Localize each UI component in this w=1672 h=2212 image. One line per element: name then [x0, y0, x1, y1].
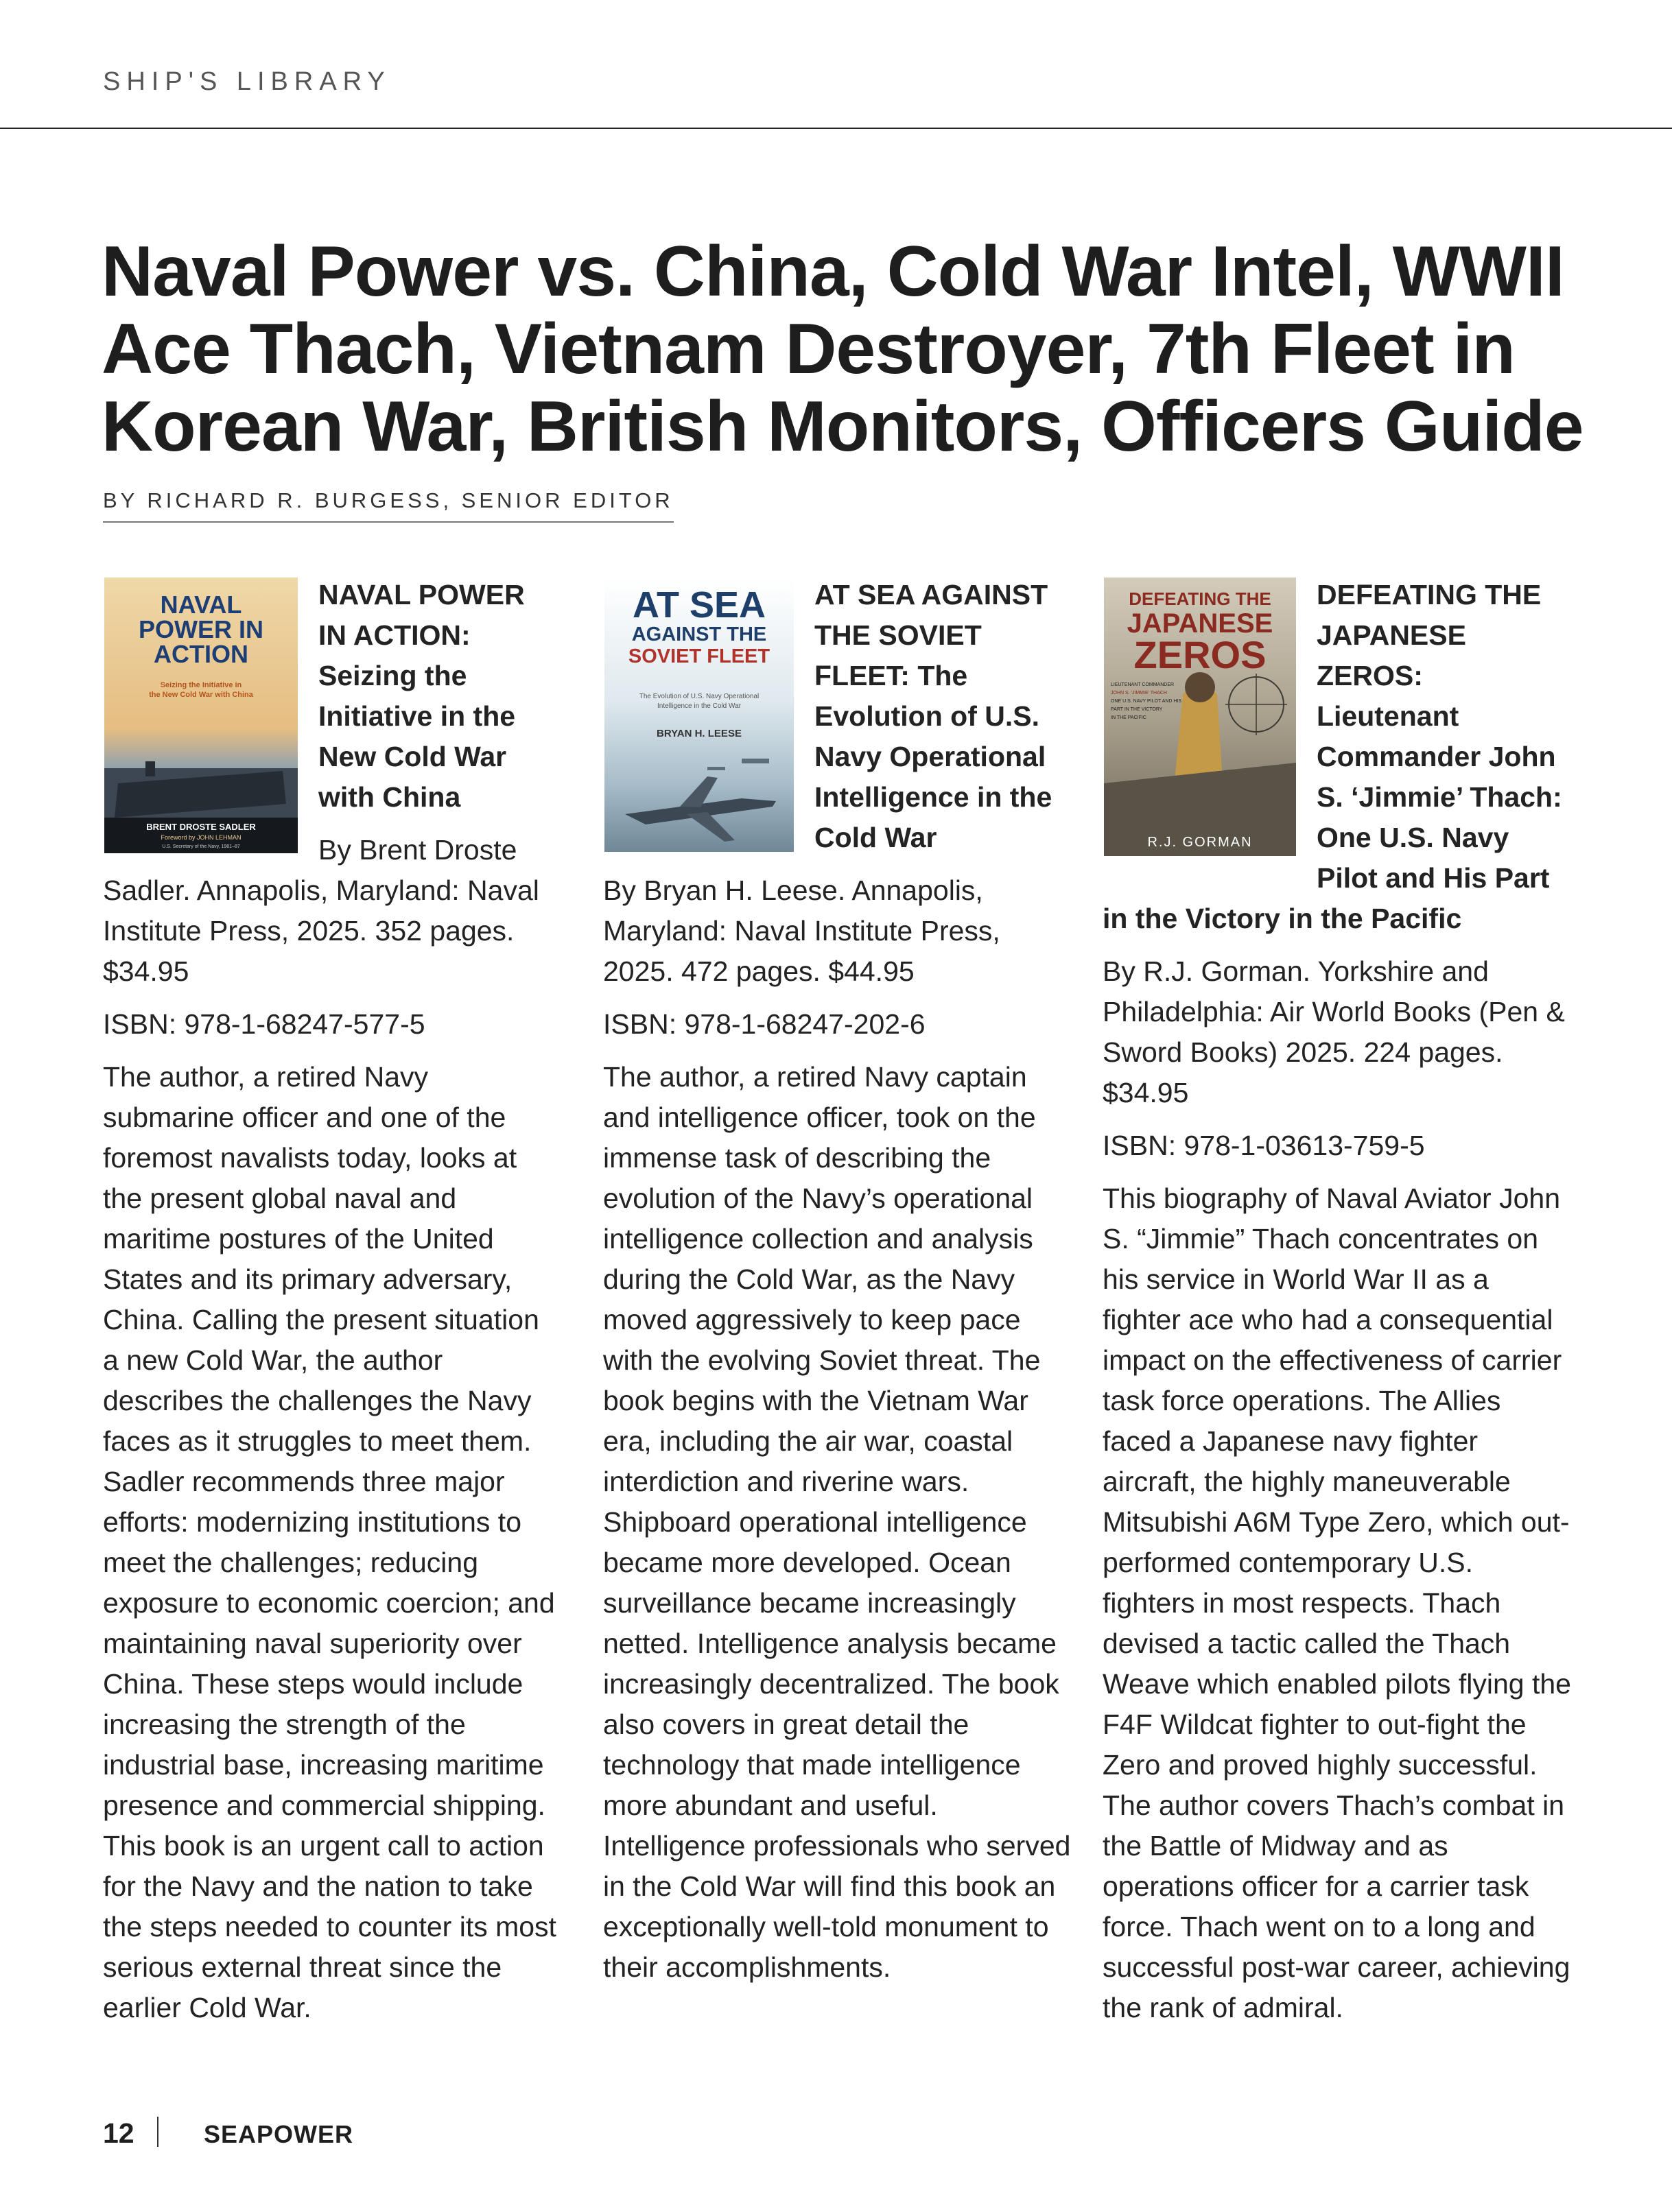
cover-foreword-title: U.S. Secretary of the Navy, 1981–87 [162, 844, 240, 849]
magazine-name: SEAPOWER [204, 2120, 354, 2148]
cover-title-line-3: ACTION [154, 640, 248, 668]
review-body: The author, a retired Navy submarine officer and one of the foremost navalists today, looks at the present global naval and maritime postures of the United States and its primary adversary, China. Calling the present situation a new Cold War, the author describes the challenges the Navy faces as it struggles to meet them. Sadler recommends three major efforts: modernizing institutions to meet the challenges; reducing exposure to economic coercion; and maintaining naval superiority over China. These steps would include increasing the strength of the industrial base, increasing maritime presence and commercial shipping. This book is an urgent call to action for the Navy and the nation to take the steps needed to counter its most serious external threat since the earlier Cold War. [103, 1061, 556, 2023]
publication-info: By R.J. Gorman. Yorkshire and Philadelphia: Air World Books (Pen & Sword Books) 2025. 224 pages. $34.95 [1103, 955, 1565, 1108]
book-cover-at-sea [604, 578, 794, 852]
cover-title-line-1: NAVAL [160, 591, 242, 619]
review-body: The author, a retired Navy captain and intelligence officer, took on the immense task of describing the evolution of the Navy’s operational intelligence collection and analysis during the Cold War, as the Navy moved aggressively to keep pace with the evolving Soviet threat. The book begins with the Vietnam War era, including the air war, coastal interdiction and riverine wars. Shipboard operational intelligence became more developed. Ocean surveillance became increasingly netted. Intelligence analysis became increasingly decentralized. The book also covers in great detail the technology that made intelligence more abundant and useful. Intelligence professionals who served in the Cold War will find this book an exceptionally well-told monument to their accomplishments. [603, 1061, 1071, 1983]
isbn: ISBN: 978-1-68247-577-5 [103, 1008, 425, 1040]
cover-title-line-2: JAPANESE [1127, 608, 1273, 639]
publication-info: By Bryan H. Leese. Annapolis, Maryland: Naval Institute Press, 2025. 472 pages. $44.95 [603, 875, 1000, 987]
cover-subtitle-line-1: LIEUTENANT COMMANDER [1111, 682, 1175, 687]
book-title: NAVAL POWER IN ACTION: Seizing the Initiative in the New Cold War with China [318, 579, 525, 813]
book-title: AT SEA AGAINST THE SOVIET FLEET: The Evolution of U.S. Navy Operational Intelligence in the Cold War [814, 579, 1052, 853]
cover-author: BRENT DROSTE SADLER [146, 822, 256, 832]
cover-subtitle-line-3: ONE U.S. NAVY PILOT AND HIS [1111, 699, 1182, 704]
cover-title-line-3: ZEROS [1133, 633, 1267, 676]
byline: BY RICHARD R. BURGESS, SENIOR EDITOR [103, 488, 674, 523]
cover-title-line-3: SOVIET FLEET [628, 645, 770, 667]
cover-subtitle-line-2: the New Cold War with China [149, 691, 253, 699]
book-title: DEFEATING THE JAPANESE ZEROS: Lieutenant Commander John S. ‘Jimmie’ Thach: One U.S. Navy Pilot and His Part in the Victory in the Pacific [1103, 579, 1562, 934]
review-column-3 [1103, 575, 1573, 2041]
cover-subtitle-line-2: JOHN S. 'JIMMIE' THACH [1111, 691, 1167, 695]
cover-title-line-2: POWER IN [138, 615, 264, 643]
cover-title-line-2: AGAINST THE [631, 623, 767, 645]
cover-author: BRYAN H. LEESE [657, 728, 742, 739]
header-divider [0, 128, 1672, 129]
page-title: Naval Power vs. China, Cold War Intel, WWII Ace Thach, Vietnam Destroyer, 7th Fleet in Korean War, British Monitors, Officers Guide [102, 232, 1583, 466]
review-column-2 [603, 575, 1072, 2000]
cover-title-line-1: AT SEA [632, 584, 766, 626]
cover-subtitle-line-4: PART IN THE VICTORY [1111, 707, 1163, 712]
section-label: SHIP'S LIBRARY [103, 67, 391, 96]
cover-subtitle-line-1: Seizing the Initiative in [160, 681, 242, 689]
book-cover-defeating-zeros [1104, 578, 1296, 856]
publication-info: By Brent Droste Sadler. Annapolis, Maryland: Naval Institute Press, 2025. 352 pages. $34.95 [103, 834, 539, 987]
page-number: 12 [103, 2117, 134, 2149]
cover-subtitle-line-5: IN THE PACIFIC [1111, 715, 1146, 720]
cover-title-line-1: DEFEATING THE [1129, 588, 1271, 609]
review-body: This biography of Naval Aviator John S. “Jimmie” Thach concentrates on his service in World War II as a fighter ace who had a consequential impact on the effectiveness of carrier task force operations. The Allies faced a Japanese navy fighter aircraft, the highly maneuverable Mitsubishi A6M Type Zero, which out-performed contemporary U.S. fighters in most respects. Thach devised a tactic called the Thach Weave which enabled pilots flying the F4F Wildcat fighter to out-fight the Zero and proved highly successful. The author covers Thach’s combat in the Battle of Midway and as operations officer for a carrier task force. Thach went on to a long and successful post-war career, achieving the rank of admiral. [1103, 1182, 1571, 2023]
cover-author: R.J. GORMAN [1147, 835, 1253, 850]
cover-subtitle-line-2: Intelligence in the Cold War [657, 702, 741, 710]
footer-divider [157, 2117, 158, 2147]
book-cover-naval-power [104, 578, 298, 853]
review-column-1 [103, 575, 560, 2041]
cover-subtitle-line-1: The Evolution of U.S. Navy Operational [639, 693, 760, 700]
cover-foreword: Foreword by JOHN LEHMAN [161, 834, 242, 841]
isbn: ISBN: 978-1-03613-759-5 [1103, 1130, 1425, 1161]
isbn: ISBN: 978-1-68247-202-6 [603, 1008, 926, 1040]
